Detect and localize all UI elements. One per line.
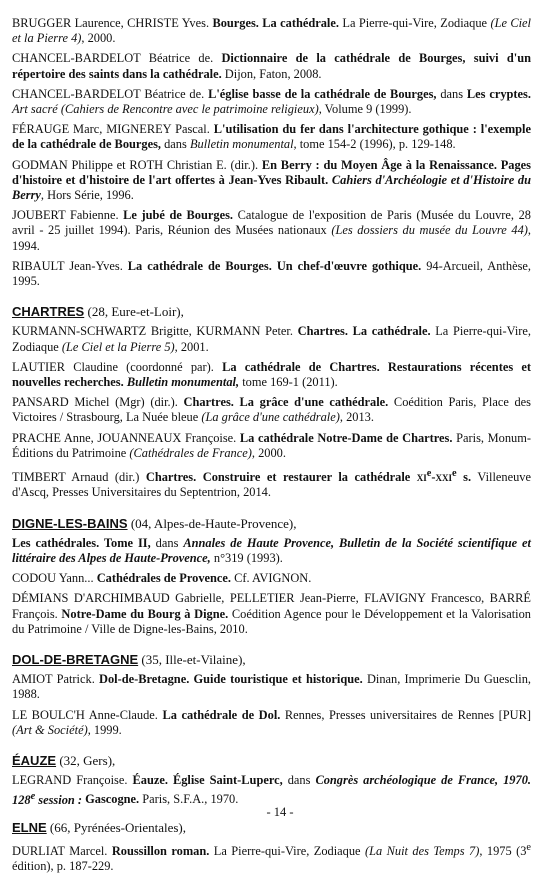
section-heading-digne: DIGNE-LES-BAINS (04, Alpes-de-Haute-Provence),: [12, 515, 297, 531]
entry-amiot: AMIOT Patrick. Dol-de-Bretagne. Guide touristique et historique. Dinan, Imprimerie Du Guesclin, 1988.: [12, 672, 531, 702]
entry-prache: PRACHE Anne, JOUANNEAUX Françoise. La cathédrale Notre-Dame de Chartres. Paris, Monum-Éditions du Patrimoine (Cathédrales de France), 2000.: [12, 430, 531, 460]
entry-pansard: PANSARD Michel (Mgr) (dir.). Chartres. La grâce d'une cathédrale. Coédition Paris, Place des Victoires / Strasbourg, La Nuée bleue (La grâce d'une cathédrale), 2013.: [12, 395, 531, 425]
entry-ferauge: FÉRAUGE Marc, MIGNEREY Pascal. L'utilisation du fer dans l'architecture gothique : l'exemple de la cathédrale de Bourges, dans Bulletin monumental, tome 154-2 (1996), p. 129-148.: [12, 122, 531, 152]
entry-codou: CODOU Yann... Cathédrales de Provence. Cf. AVIGNON.: [12, 571, 312, 586]
section-heading-chartres: CHARTRES (28, Eure-et-Loir),: [12, 304, 184, 320]
bibliography-page: [12, 16, 531, 880]
entry-durliat: DURLIAT Marcel. Roussillon roman. La Pierre-qui-Vire, Zodiaque (La Nuit des Temps 7), 1975 (3e édition), p. 187-229.: [12, 841, 532, 874]
entry-lautier: LAUTIER Claudine (coordonné par). La cathédrale de Chartres. Restaurations récentes et nouvelles recherches. Bulletin monumental, tome 169-1 (2011).: [12, 359, 531, 390]
entry-brugger: BRUGGER Laurence, CHRISTE Yves. Bourges. La cathédrale. La Pierre-qui-Vire, Zodiaque (Le Ciel et la Pierre 4), 2000.: [12, 16, 531, 46]
entry-joubert: JOUBERT Fabienne. Le jubé de Bourges. Catalogue de l'exposition de Paris (Musée du Louvre, 28 avril - 25 juillet 1994). Paris, Réunion des Musées nationaux (Les dossiers du musée du Louvre 44), 1994.: [12, 208, 532, 253]
entry-godman: GODMAN Philippe et ROTH Christian E. (dir.). En Berry : du Moyen Âge à la Renaissance. Pages d'histoire et d'histoire de l'art offertes à Jean-Yves Ribault. Cahiers d'Archéologie et d'Histoire du Berry, Hors Série, 1996.: [12, 157, 531, 203]
entry-le-boulch: LE BOULC'H Anne-Claude. La cathédrale de Dol. Rennes, Presses universitaires de Rennes [PUR] (Art & Société), 1999.: [12, 707, 531, 737]
entry-ribault: RIBAULT Jean-Yves. La cathédrale de Bourges. Un chef-d'œuvre gothique. 94-Arcueil, Anthèse, 1995.: [12, 258, 531, 289]
entry-legrand: LEGRAND Françoise. Éauze. Église Saint-Luperc, dans Congrès archéologique de France, 1970. 128e session : Gascogne. Paris, S.F.A., 1970.: [12, 773, 531, 807]
entry-chancel-dictionnaire: CHANCEL-BARDELOT Béatrice de. Dictionnaire de la cathédrale de Bourges, suivi d'un répertoire des saints dans la cathédrale. Dijon, Faton, 2008.: [12, 51, 531, 81]
entry-cathedrales-tome-ii: Les cathédrales. Tome II, dans Annales de Haute Provence, Bulletin de la Société scientifique et littéraire des Alpes de Haute-Provence, n°319 (1993).: [12, 535, 531, 566]
section-heading-eauze: ÉAUZE (32, Gers),: [12, 753, 116, 769]
page-number: - 14 -: [266, 805, 294, 819]
section-heading-dol: DOL-DE-BRETAGNE (35, Ille-et-Vilaine),: [12, 652, 246, 668]
entry-demians: DÉMIANS D'ARCHIMBAUD Gabrielle, PELLETIER Jean-Pierre, FLAVIGNY Francesco, BARRÉ François. Notre-Dame du Bourg à Digne. Coédition Agence pour le Développement et la Valorisation du Patrimoine / Ville de Digne-les-Bains, 2010.: [12, 591, 531, 636]
entry-chancel-eglise-basse: CHANCEL-BARDELOT Béatrice de. L'église basse de la cathédrale de Bourges, dans Les cryptes. Art sacré (Cahiers de Rencontre avec le patrimoine religieux), Volume 9 (1999).: [12, 86, 531, 117]
section-heading-elne: ELNE (66, Pyrénées-Orientales),: [12, 819, 187, 835]
entry-kurmann: KURMANN-SCHWARTZ Brigitte, KURMANN Peter. Chartres. La cathédrale. La Pierre-qui-Vire, Zodiaque (Le Ciel et la Pierre 5), 2001.: [12, 324, 531, 354]
entry-timbert: TIMBERT Arnaud (dir.) Chartres. Construire et restaurer la cathédrale $xi^e-xxi^e$ s. Villeneuve d'Ascq, Presses Universitaires du Septentrion, 2014.: [12, 468, 531, 500]
